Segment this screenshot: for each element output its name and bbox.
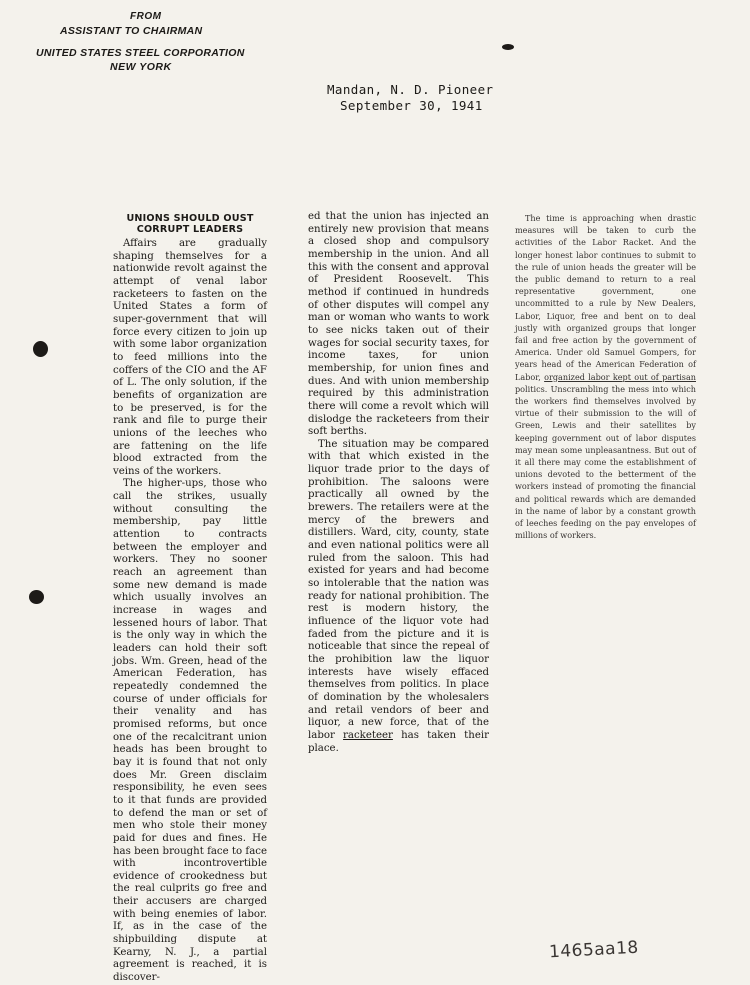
- letterhead-role: ASSISTANT TO CHAIRMAN: [60, 25, 203, 37]
- clipping-source: Mandan, N. D. Pioneer: [327, 82, 494, 97]
- article-column-1: [113, 213, 267, 985]
- paragraph-end: politics. Unscrambling the mess into which the workers find themselves involved by virtue of their submission to the will of Green, Lewis and their satellites by keeping government out of labor disputes may mean some unpleasantness. But out of it all there may come the establishment of unions devoted to the betterment of the workers instead of promoting the financial and political rewards which are demanded in the name of labor by a constant growth of leeches feeding on the pay envelopes of millions of workers.: [515, 383, 696, 541]
- underlined-passage: organized labor kept out of partisan: [544, 371, 696, 382]
- article-paragraph: [515, 212, 696, 541]
- ink-spot: [502, 44, 514, 50]
- handwritten-annotation: 1465aa18: [548, 937, 640, 963]
- article-paragraph: Affairs are gradually shaping themselves for a nationwide revolt against the attempt of venal labor racketeers to fasten on the United States a form of super-government that will force every citizen to join up with some labor organization to feed millions into the coffers of the CIO and the AF of L. The only solution, if the benefits of organization are to be preserved, is for the rank and file to purge their unions of the leeches who are fattening on the life blood extracted from the veins of the workers.: [113, 238, 267, 477]
- article-paragraph: The higher-ups, those who call the strikes, usually without consulting the membership, pay little attention to contracts between the employer and workers. They no sooner reach an agreement than some new demand is made which usually involves an increase in wages and lessened hours of labor. That is the only way in which the leaders can hold their soft jobs. Wm. Green, head of the American Federation, has repeatedly condemned the course of under officials for their venality and has promised reforms, but once one of the recalcitrant union heads has been brought to bay it is found that not only does Mr. Green disclaim responsibility, he even sees to it that funds are provided to defend the man or set of men who stole their money paid for dues and fines. He has been brought face to face with incontrovertible evidence of crookedness but the real culprits go free and their accusers are charged with being enemies of labor. If, as in the case of the shipbuilding dispute at Kearny, N. J., a partial agreement is reached, it is discover-: [113, 478, 267, 984]
- article-column-2: [308, 211, 489, 755]
- article-paragraph: ed that the union has injected an entirely new provision that means a closed shop and compulsory membership in the union. And all this with the consent and approval of President Roosevelt. This method if continued in hundreds of other disputes will compel any man or woman who wants to work to see nicks taken out of their wages for social security taxes, for income taxes, for union membership, for union fines and dues. And with union membership required by this administration there will come a revolt which will dislodge the racketeers from their soft berths.: [308, 211, 489, 438]
- underlined-word: racketeer: [343, 729, 393, 741]
- clipping-source-block: [327, 82, 527, 114]
- article-paragraph: [308, 439, 489, 755]
- paragraph-text: The situation may be compared with that which existed in the liquor trade prior to the days of prohibition. The saloons were practically all owned by the brewers. The retailers were at the mercy of the brewers and distillers. Ward, city, county, state and even national politics were all ruled from the saloon. This had existed for years and had become so intolerable that the nation was ready for national prohibition. The rest is modern history, the influence of the liquor vote had faded from the picture and it is noticeable that since the repeal of the prohibition law the liquor interests have wisely effaced themselves from politics. In place of domination by the wholesalers and retail vendors of beer and liquor, a new force, that of the labor: [308, 438, 489, 741]
- punch-hole-mark: [29, 590, 44, 604]
- letterhead-from: FROM: [130, 11, 162, 22]
- article-headline: [113, 213, 267, 235]
- article-column-3: [515, 212, 696, 541]
- paragraph-end: has taken their place.: [308, 729, 489, 754]
- headline-line-1: UNIONS SHOULD OUST: [126, 213, 254, 224]
- punch-hole-mark: [33, 341, 48, 357]
- clipping-date: September 30, 1941: [340, 98, 483, 113]
- headline-line-2: CORRUPT LEADERS: [136, 224, 244, 235]
- paragraph-text: The time is approaching when drastic measures will be taken to curb the activities of the Labor Racket. And the longer honest labor continues to submit to the rule of union heads the greater will be the public demand to return to a real representative government, one uncommitted to a rule by New Dealers, Labor, Liquor, free and bent on to deal justly with organized groups that longer fail and free action by the government of America. Under old Samuel Gompers, for years head of the American Federation of Labor,: [515, 213, 696, 382]
- letterhead-company: UNITED STATES STEEL CORPORATION: [36, 47, 245, 59]
- letterhead-city: NEW YORK: [110, 61, 172, 73]
